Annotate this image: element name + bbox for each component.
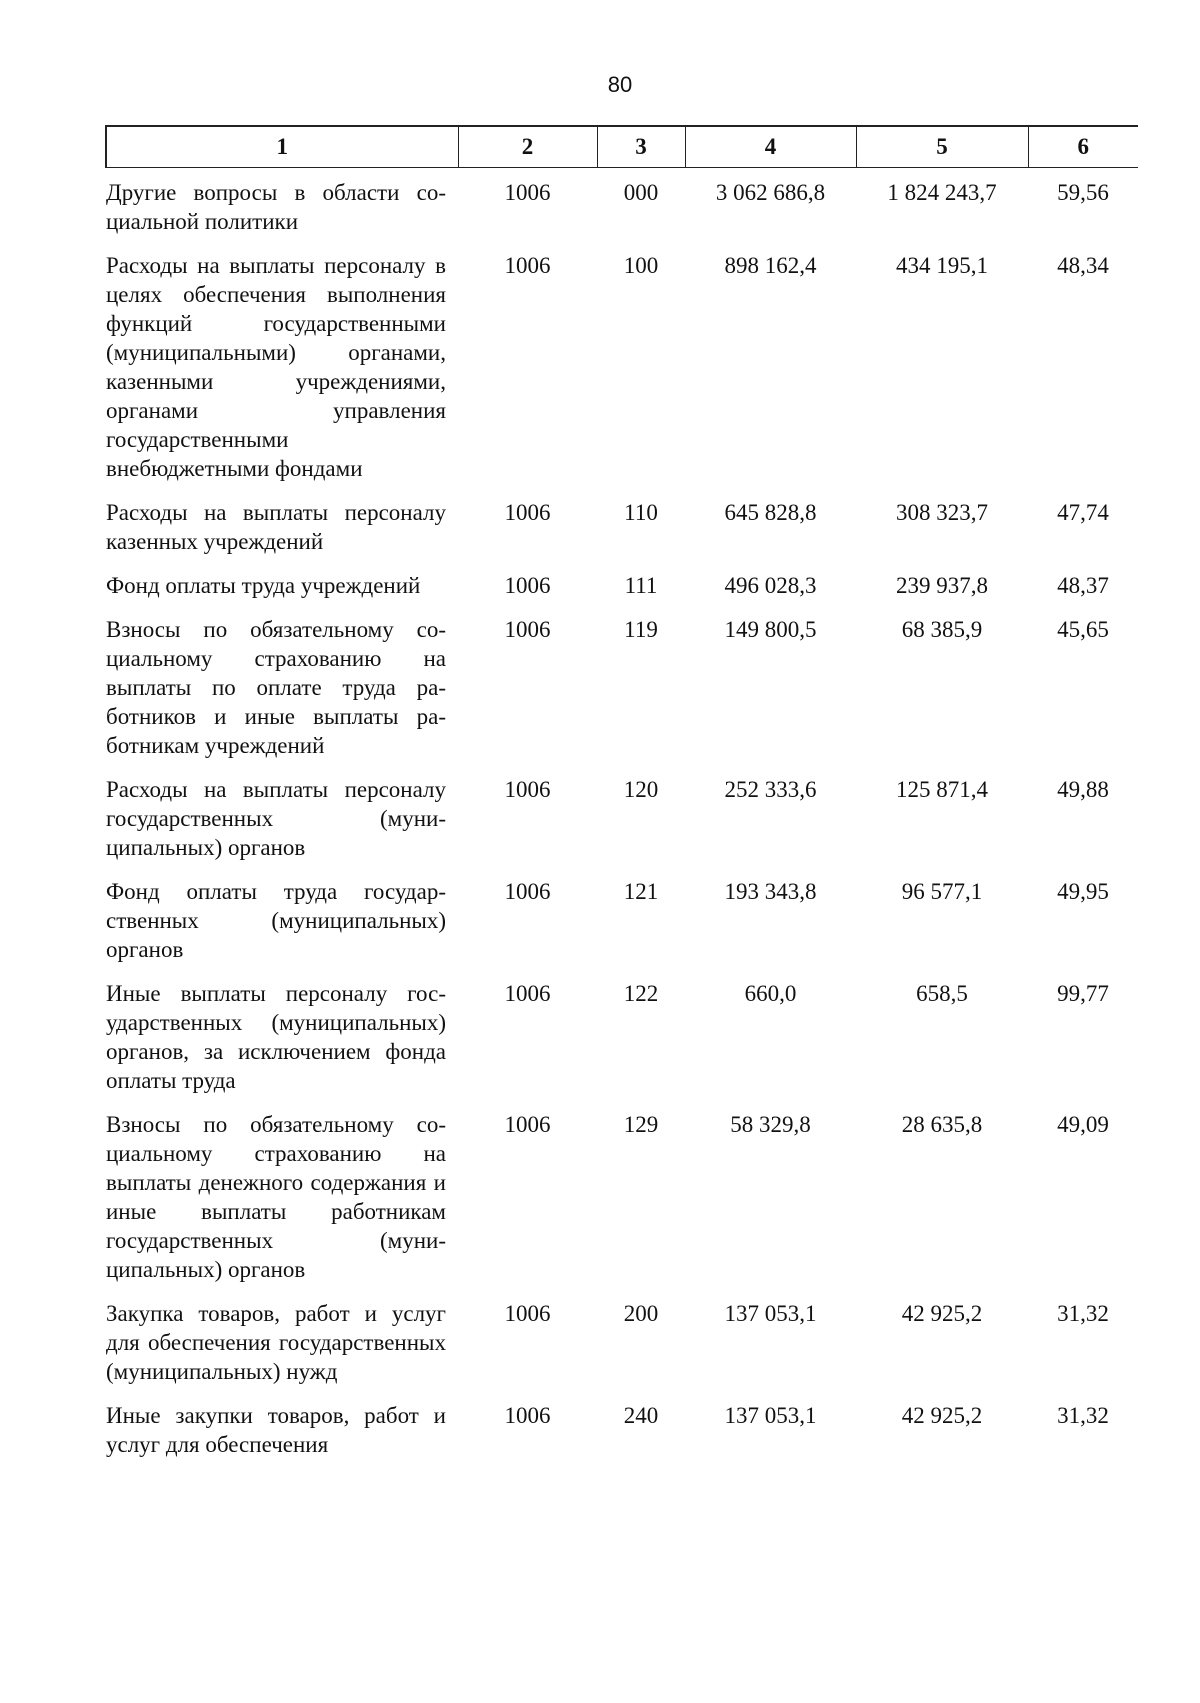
- row-kind-cell: 200: [623, 1301, 659, 1326]
- row-plan-cell: 3 062 686,8: [715, 180, 826, 205]
- budget-table: [105, 125, 1138, 1464]
- row-kind-cell: 110: [624, 500, 658, 525]
- row-actual-cell: 239 937,8: [896, 573, 988, 598]
- row-percent-cell: 59,56: [1057, 180, 1109, 205]
- row-plan-cell: 252 333,6: [724, 777, 817, 802]
- row-name-cell: Иные выплаты персоналу государственных (муниципальных) органов, за исключением фонда оплаты труда: [106, 981, 446, 1093]
- row-percent-cell: 49,95: [1057, 879, 1109, 904]
- column-header-1: 1: [106, 126, 458, 168]
- row-percent-cell: 45,65: [1057, 617, 1109, 642]
- table-row: [106, 1100, 1138, 1289]
- row-plan-cell: 58 329,8: [730, 1112, 811, 1137]
- table-row: [106, 1289, 1138, 1391]
- row-plan-cell: 898 162,4: [724, 253, 817, 278]
- row-actual-cell: 42 925,2: [901, 1301, 983, 1326]
- page-number: 80: [607, 72, 633, 97]
- row-code-cell: 1006: [504, 573, 551, 598]
- row-percent-cell: 99,77: [1057, 981, 1109, 1006]
- row-code-cell: 1006: [504, 879, 551, 904]
- row-actual-cell: 434 195,1: [896, 253, 988, 278]
- row-kind-cell: 122: [623, 981, 659, 1006]
- row-actual-cell: 658,5: [916, 981, 968, 1006]
- row-actual-cell: 42 925,2: [901, 1403, 983, 1428]
- row-percent-cell: 47,74: [1057, 500, 1109, 525]
- row-kind-cell: 000: [623, 180, 659, 205]
- row-plan-cell: 660,0: [744, 981, 797, 1006]
- column-header-6: 6: [1028, 126, 1138, 168]
- row-name-cell: Взносы по обязательному социальному страхованию на выплаты по оплате труда работников и иные выплаты работникам учреждений: [106, 617, 446, 758]
- row-code-cell: 1006: [504, 500, 551, 525]
- column-header-3: 3: [597, 126, 685, 168]
- column-header-5: 5: [856, 126, 1028, 168]
- column-header-4: 4: [685, 126, 856, 168]
- row-kind-cell: 100: [623, 253, 659, 278]
- table-header-row: [106, 126, 1138, 168]
- row-kind-cell: 119: [624, 617, 658, 642]
- row-plan-cell: 645 828,8: [724, 500, 817, 525]
- row-kind-cell: 120: [623, 777, 659, 802]
- row-plan-cell: 149 800,5: [724, 617, 817, 642]
- row-code-cell: 1006: [504, 1301, 551, 1326]
- row-actual-cell: 308 323,7: [896, 500, 988, 525]
- row-code-cell: 1006: [504, 981, 551, 1006]
- row-actual-cell: 28 635,8: [901, 1112, 983, 1137]
- table-row: [106, 241, 1138, 488]
- row-plan-cell: 137 053,1: [724, 1403, 817, 1428]
- table-row: [106, 867, 1138, 969]
- table-row: [106, 1391, 1138, 1464]
- row-percent-cell: 49,88: [1057, 777, 1109, 802]
- row-name-cell: Расходы на выплаты персоналу казенных учреждений: [106, 500, 446, 554]
- row-code-cell: 1006: [504, 777, 551, 802]
- row-percent-cell: 49,09: [1057, 1112, 1109, 1137]
- row-code-cell: 1006: [504, 1112, 551, 1137]
- row-name-cell: Другие вопросы в области социальной политики: [106, 180, 446, 234]
- row-kind-cell: 111: [624, 573, 658, 598]
- row-name-cell: Взносы по обязательному социальному страхованию на выплаты денежного содержания и иные выплаты работникам государственных (муниципальных) органов: [106, 1112, 446, 1282]
- row-kind-cell: 240: [623, 1403, 659, 1428]
- row-percent-cell: 31,32: [1057, 1403, 1109, 1428]
- table-row: [106, 488, 1138, 561]
- table-row: [106, 168, 1138, 242]
- row-plan-cell: 496 028,3: [724, 573, 817, 598]
- row-name-cell: Фонд оплаты труда государственных (муниципальных) органов: [106, 879, 446, 962]
- row-kind-cell: 121: [623, 879, 659, 904]
- table-body: [106, 168, 1138, 1465]
- row-actual-cell: 125 871,4: [896, 777, 988, 802]
- row-plan-cell: 193 343,8: [724, 879, 817, 904]
- row-percent-cell: 48,37: [1057, 573, 1109, 598]
- row-code-cell: 1006: [504, 617, 551, 642]
- table-row: [106, 561, 1138, 605]
- table-row: [106, 765, 1138, 867]
- row-name-cell: Фонд оплаты труда учреждений: [106, 573, 421, 598]
- row-actual-cell: 68 385,9: [901, 617, 983, 642]
- table-row: [106, 605, 1138, 765]
- row-name-cell: Расходы на выплаты персоналу в целях обеспечения выполнения функций государственными (муниципальными) органами, казенными учреждениями, органами управления государственными внебюджетными фондами: [106, 253, 446, 481]
- row-kind-cell: 129: [623, 1112, 659, 1137]
- row-plan-cell: 137 053,1: [724, 1301, 817, 1326]
- row-code-cell: 1006: [504, 253, 551, 278]
- row-name-cell: Закупка товаров, работ и услуг для обеспечения государственных (муниципальных) нужд: [106, 1301, 446, 1384]
- row-code-cell: 1006: [504, 180, 551, 205]
- column-header-2: 2: [458, 126, 597, 168]
- row-name-cell: Расходы на выплаты персоналу государственных (муниципальных) органов: [106, 777, 446, 860]
- row-percent-cell: 48,34: [1057, 253, 1109, 278]
- row-actual-cell: 96 577,1: [901, 879, 983, 904]
- row-percent-cell: 31,32: [1057, 1301, 1109, 1326]
- row-code-cell: 1006: [504, 1403, 551, 1428]
- row-actual-cell: 1 824 243,7: [887, 180, 997, 205]
- table-row: [106, 969, 1138, 1100]
- row-name-cell: Иные закупки товаров, работ и услуг для обеспечения: [106, 1403, 446, 1457]
